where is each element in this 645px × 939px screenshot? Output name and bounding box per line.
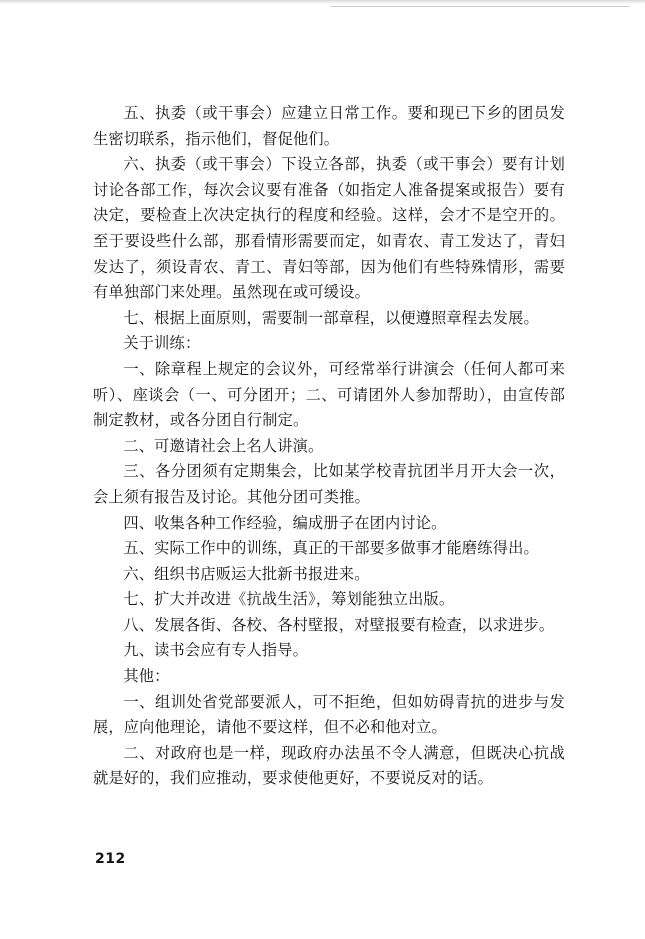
paragraph-training-9: 九、读书会应有专人指导。 <box>123 641 309 660</box>
paragraph-training-2: 二、可邀请社会上名人讲演。 <box>123 436 324 455</box>
paragraph-training-8: 八、发展各街、各校、各村壁报，对壁报要有检查，以求进步。 <box>123 615 555 634</box>
scan-top-edge <box>0 0 645 4</box>
paragraph-other-2: 二、对政府也是一样，现政府办法虽不令人满意，但既决心抗战就是好的，我们应推动，要求使他更好，不要说反对的话。 <box>93 743 565 788</box>
page-number: 212 <box>95 851 126 867</box>
paragraph-training-6: 六、组织书店贩运大批新书报进来。 <box>123 564 370 583</box>
paragraph-training-1: 一、除章程上规定的会议外，可经常举行讲演会（任何人都可来听）、座谈会（一、可分团开；二、可请团外人参加帮助），由宣传部制定教材，或各分团自行制定。 <box>93 359 565 430</box>
paragraph-liu-departments: 六、执委（或干事会）下设立各部，执委（或干事会）要有计划讨论各部工作，每次会议要有准备（如指定人准备提案或报告）要有决定，要检查上次决定执行的程度和经验。这样，会才不是空开的。至于要设些什么部，那看情形需要而定，如青农、青工发达了，青妇发达了，须设青农、青工、青妇等部，因为他们有些特殊情形，需要有单独部门来处理。虽然现在或可缓设。 <box>93 155 565 302</box>
paragraph-training-4: 四、收集各种工作经验，编成册子在团内讨论。 <box>123 513 447 532</box>
paragraph-wu-executive: 五、执委（或干事会）应建立日常工作。要和现已下乡的团员发生密切联系，指示他们，督促他们。 <box>93 104 565 148</box>
paragraph-qi-charter: 七、根据上面原则，需要制一部章程，以便遵照章程去发展。 <box>123 308 539 327</box>
section-heading-other: 其他： <box>123 667 170 686</box>
section-heading-training: 关于训练： <box>123 334 201 353</box>
scan-artifact-line <box>330 6 630 7</box>
page-body <box>93 101 565 792</box>
paragraph-training-5: 五、实际工作中的训练，真正的干部要多做事才能磨练得出。 <box>123 539 539 558</box>
paragraph-training-7: 七、扩大并改进《抗战生活》，筹划能独立出版。 <box>123 590 455 609</box>
paragraph-other-1: 一、组训处省党部要派人，可不拒绝，但如妨碍青抗的进步与发展，应向他理论，请他不要这样，但不必和他对立。 <box>93 692 565 737</box>
paragraph-training-3: 三、各分团须有定期集会，比如某学校青抗团半月开大会一次，会上须有报告及讨论。其他分团可类推。 <box>93 462 565 506</box>
